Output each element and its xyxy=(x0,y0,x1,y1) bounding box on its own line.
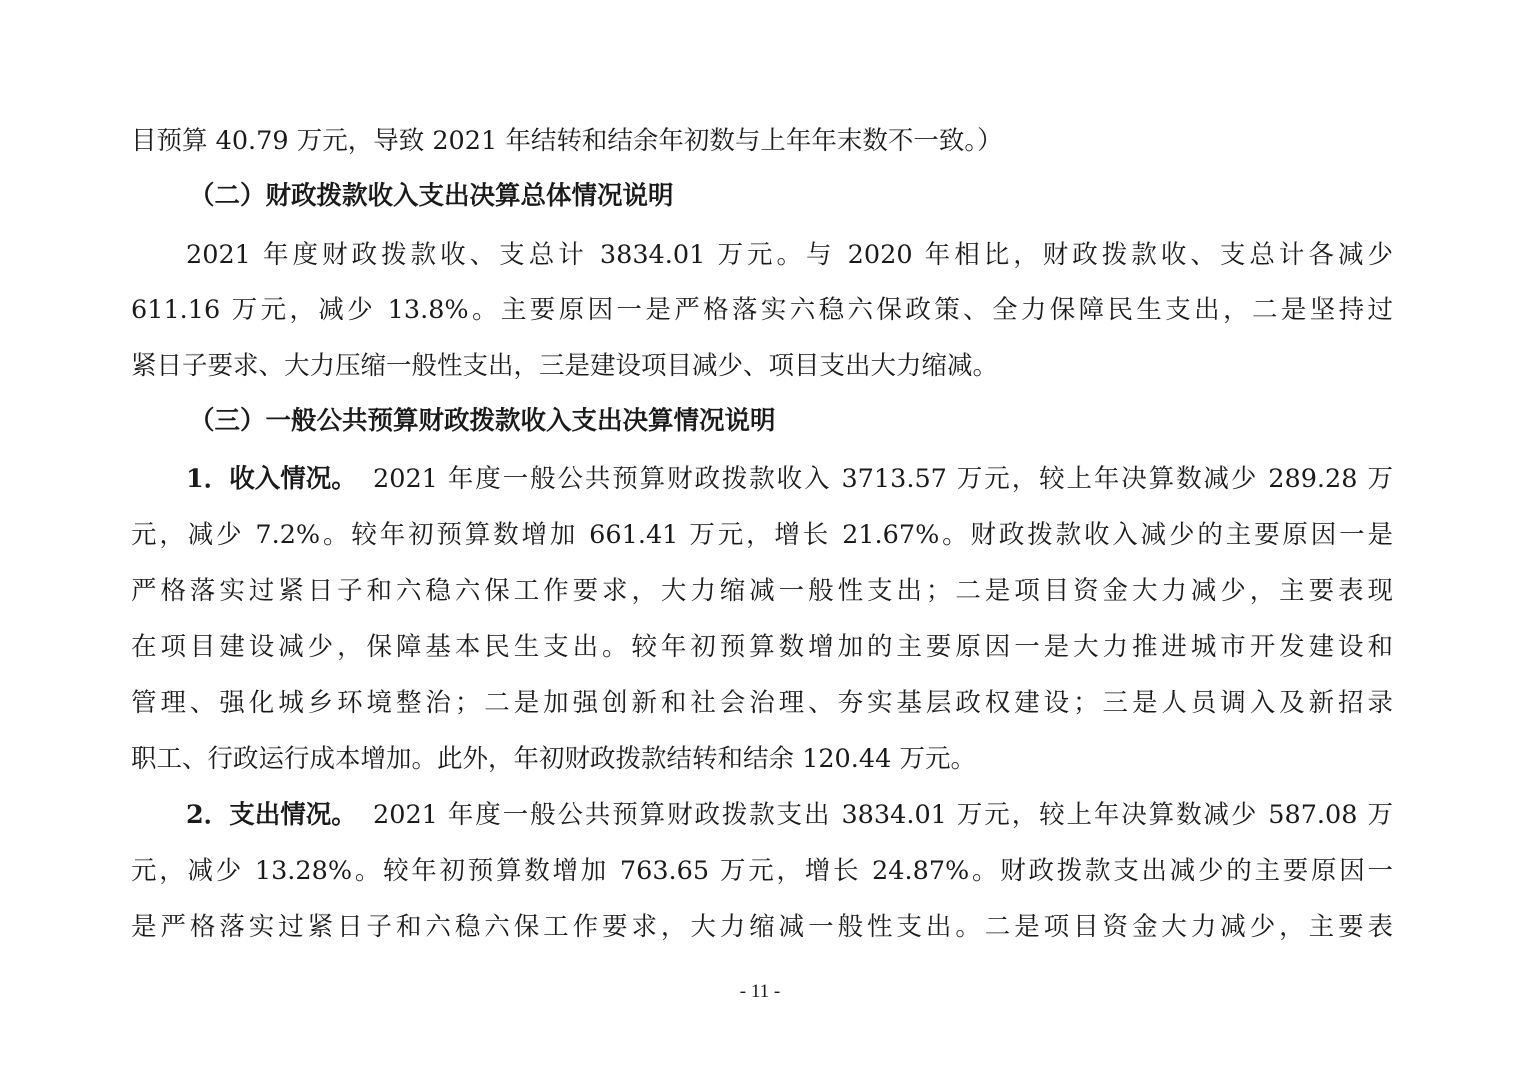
paragraph-line: 是严格落实过紧日子和六稳六保工作要求，大力缩减一般性支出。二是项目资金大力减少，主要表 xyxy=(131,912,1393,942)
paragraph-line: 元，减少 13.28%。较年初预算数增加 763.65 万元，增长 24.87%。财政拨款支出减少的主要原因一 xyxy=(131,856,1393,886)
paragraph-line: 元，减少 7.2%。较年初预算数增加 661.41 万元，增长 21.67%。财政拨款收入减少的主要原因一是 xyxy=(131,520,1393,550)
paragraph-line: 2021 年度一般公共预算财政拨款支出 3834.01 万元，较上年决算数减少 587.08 万 xyxy=(373,800,1393,830)
paragraph-line: 紧日子要求、大力压缩一般性支出，三是建设项目减少、项目支出大力缩减。 xyxy=(131,351,999,381)
subsection-lead-expenditure xyxy=(186,799,357,831)
section-heading-3: （三）一般公共预算财政拨款收入支出决算情况说明 xyxy=(189,406,776,436)
paragraph-line: 在项目建设减少，保障基本民生支出。较年初预算数增加的主要原因一是大力推进城市开发建设和 xyxy=(131,632,1393,662)
paragraph-line: 2021 年度一般公共预算财政拨款收入 3713.57 万元，较上年决算数减少 289.28 万 xyxy=(373,464,1393,494)
paragraph-line: 611.16 万元，减少 13.8%。主要原因一是严格落实六稳六保政策、全力保障民生支出，二是坚持过 xyxy=(131,295,1393,325)
paragraph-line: 严格落实过紧日子和六稳六保工作要求，大力缩减一般性支出；二是项目资金大力减少，主要表现 xyxy=(131,576,1393,606)
expenditure-lead-text: 2．支出情况。 xyxy=(186,800,357,830)
income-lead-text: 1．收入情况。 xyxy=(186,464,357,494)
paragraph-line: 目预算 40.79 万元，导致 2021 年结转和结余年初数与上年年末数不一致。） xyxy=(131,126,1003,156)
paragraph-line: 管理、强化城乡环境整治；二是加强创新和社会治理、夯实基层政权建设；三是人员调入及新招录 xyxy=(131,688,1393,718)
page-number: - 11 - xyxy=(739,981,781,1002)
subsection-lead-income xyxy=(186,463,357,495)
paragraph-line: 2021 年度财政拨款收、支总计 3834.01 万元。与 2020 年相比，财政拨款收、支总计各减少 xyxy=(186,240,1393,270)
paragraph-line: 职工、行政运行成本增加。此外，年初财政拨款结转和结余 120.44 万元。 xyxy=(131,744,976,774)
section-heading-2: （二）财政拨款收入支出决算总体情况说明 xyxy=(189,181,674,211)
